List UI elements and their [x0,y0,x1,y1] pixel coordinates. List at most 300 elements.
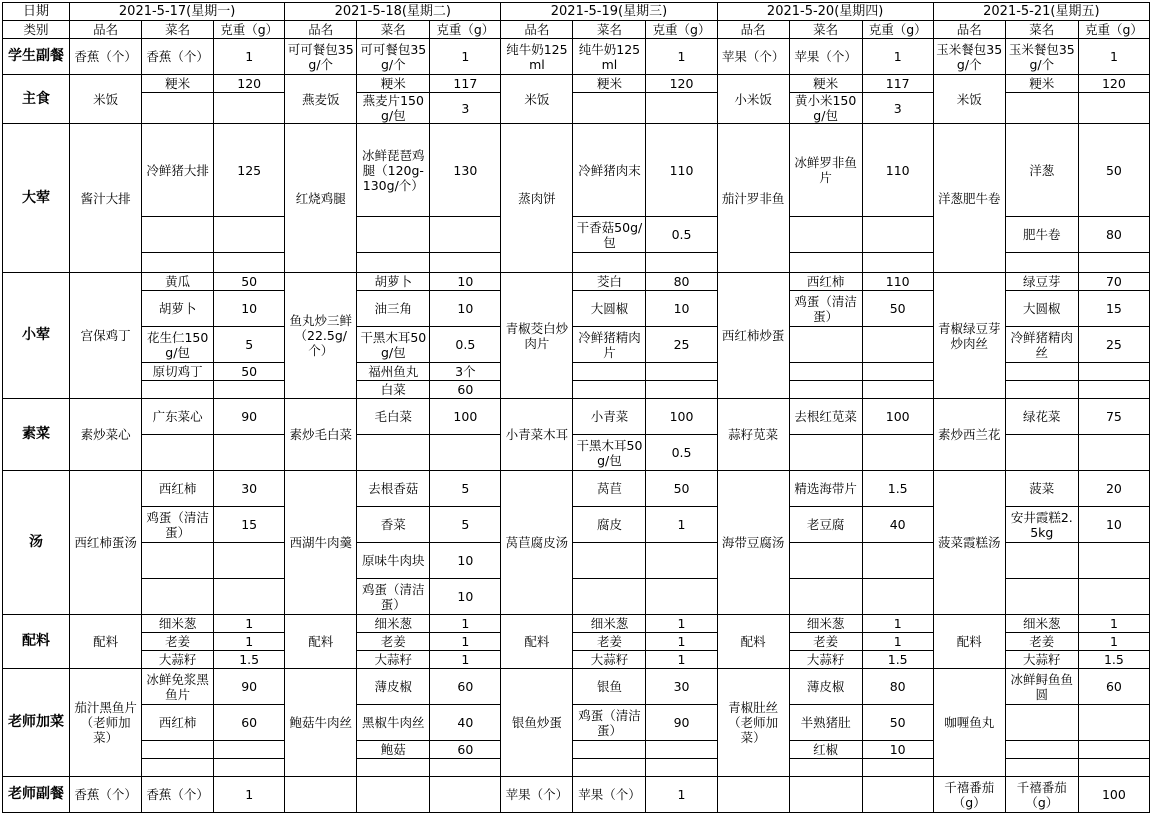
item-name: 茄汁罗非鱼 [717,124,789,273]
dish-name: 老姜 [789,633,862,651]
dish-name: 腐皮 [573,507,646,543]
dish-weight: 1 [214,633,285,651]
item-name [717,777,789,813]
dish-name: 粳米 [357,75,430,93]
item-name: 配料 [70,615,142,669]
dish-name: 粳米 [573,75,646,93]
item-name: 西湖牛肉羹 [285,471,357,615]
dish-weight: 1 [646,615,717,633]
dish-name: 胡萝卜 [142,291,214,327]
item-name: 洋葱肥牛卷 [933,124,1005,273]
small-row [3,273,1150,291]
dish-name: 去根红苋菜 [789,399,862,435]
item-name: 配料 [933,615,1005,669]
date-label: 日期 [3,3,70,21]
item-name: 小米饭 [717,75,789,124]
dish-weight: 1 [430,615,501,633]
dish-weight: 110 [646,124,717,217]
teacher_snack-row [3,777,1150,813]
dish-weight: 1 [1078,633,1149,651]
column-header-row [3,21,1150,39]
dish-weight [646,759,717,777]
dish-weight: 5 [214,327,285,363]
dish-weight: 100 [862,399,933,435]
dish-weight: 50 [646,471,717,507]
dish-name [789,777,862,813]
dish-weight: 100 [1078,777,1149,813]
weight-header: 克重（g） [214,21,285,39]
dish-header: 菜名 [573,21,646,39]
item-name: 香蕉（个） [70,777,142,813]
dish-name: 广东菜心 [142,399,214,435]
dish-weight [430,435,501,471]
item-name: 可可餐包35g/个 [285,39,357,75]
dish-weight: 120 [214,75,285,93]
category-snack: 学生副餐 [3,39,70,75]
item-name: 米饭 [501,75,573,124]
dish-name: 冰鲜罗非鱼片 [789,124,862,217]
dish-name: 玉米餐包35g/个 [1005,39,1078,75]
dish-name: 原切鸡丁 [142,363,214,381]
dish-name: 红椒 [789,741,862,759]
dish-weight [1078,543,1149,579]
dish-name [142,579,214,615]
dish-name: 老豆腐 [789,507,862,543]
dish-name [573,363,646,381]
dish-name: 莴苣 [573,471,646,507]
dish-weight [430,217,501,253]
dish-weight: 10 [430,579,501,615]
item-name: 红烧鸡腿 [285,124,357,273]
dish-weight [646,543,717,579]
dish-name: 西红柿 [142,705,214,741]
dish-weight: 1 [646,39,717,75]
dish-name: 冷鲜猪精肉丝 [1005,327,1078,363]
dish-weight: 70 [1078,273,1149,291]
dish-weight: 1 [214,39,285,75]
dish-header: 菜名 [1005,21,1078,39]
dish-name [789,327,862,363]
dish-name [573,759,646,777]
dish-name: 大蒜籽 [573,651,646,669]
dish-name: 干香菇50g/包 [573,217,646,253]
dish-weight [862,363,933,381]
item-name: 西红柿蛋汤 [70,471,142,615]
dish-name [573,543,646,579]
dish-name [1005,543,1078,579]
dish-weight [862,217,933,253]
dish-name: 香蕉（个） [142,777,214,813]
dish-name: 大圆椒 [1005,291,1078,327]
category-season: 配料 [3,615,70,669]
dish-weight: 40 [430,705,501,741]
dish-name: 小青菜 [573,399,646,435]
dish-name: 大蒜籽 [142,651,214,669]
dish-name [1005,363,1078,381]
item-name: 蒸肉饼 [501,124,573,273]
dish-name: 大蒜籽 [357,651,430,669]
dish-name: 老姜 [573,633,646,651]
dish-weight [214,543,285,579]
dish-weight: 1 [646,633,717,651]
dish-weight: 10 [862,741,933,759]
dish-name: 粳米 [1005,75,1078,93]
category-veg: 素菜 [3,399,70,471]
dish-name [573,253,646,273]
item-name: 燕麦饭 [285,75,357,124]
dish-name: 福州鱼丸 [357,363,430,381]
dish-name: 冰鲜琵琶鸡腿（120g-130g/个） [357,124,430,217]
dish-name [142,759,214,777]
dish-name: 薄皮椒 [357,669,430,705]
dish-weight: 110 [862,124,933,217]
day-date: 2021-5-18(星期二) [285,3,501,21]
dish-weight: 3 [430,93,501,124]
dish-name [357,777,430,813]
dish-weight: 5 [430,471,501,507]
item-name: 西红柿炒蛋 [717,273,789,399]
category-soup: 汤 [3,471,70,615]
dish-weight: 1 [1078,39,1149,75]
category-small: 小荤 [3,273,70,399]
dish-weight: 60 [214,705,285,741]
dish-weight: 60 [1078,669,1149,705]
dish-name [1005,435,1078,471]
dish-weight: 1 [646,507,717,543]
dish-weight: 10 [646,291,717,327]
dish-name: 白菜 [357,381,430,399]
dish-name: 安井霞糕2.5kg [1005,507,1078,543]
dish-name [142,217,214,253]
dish-weight: 117 [430,75,501,93]
dish-weight: 80 [862,669,933,705]
dish-weight: 1.5 [862,651,933,669]
dish-weight [214,579,285,615]
day-date: 2021-5-19(星期三) [501,3,717,21]
dish-weight: 100 [646,399,717,435]
item-name: 千禧番茄（g） [933,777,1005,813]
item-name: 酱汁大排 [70,124,142,273]
weight-header: 克重（g） [646,21,717,39]
snack-row [3,39,1150,75]
dish-weight: 120 [646,75,717,93]
dish-weight: 50 [214,273,285,291]
dish-name [1005,759,1078,777]
dish-weight [214,253,285,273]
dish-name [142,435,214,471]
dish-weight [1078,705,1149,741]
item-header: 品名 [933,21,1005,39]
dish-weight: 1 [862,615,933,633]
dish-name: 老姜 [1005,633,1078,651]
dish-weight: 1 [1078,615,1149,633]
dish-name: 绿花菜 [1005,399,1078,435]
item-name: 玉米餐包35g/个 [933,39,1005,75]
dish-name [1005,741,1078,759]
dish-weight: 30 [214,471,285,507]
dish-name: 苹果（个） [573,777,646,813]
dish-weight: 1 [862,633,933,651]
dish-name [789,217,862,253]
dish-name: 绿豆芽 [1005,273,1078,291]
item-name: 茄汁黑鱼片（老师加菜） [70,669,142,777]
dish-name: 香菜 [357,507,430,543]
dish-name: 苹果（个） [789,39,862,75]
dish-weight: 1 [646,651,717,669]
category-staple: 主食 [3,75,70,124]
dish-weight: 0.5 [646,217,717,253]
dish-name [789,543,862,579]
item-name: 菠菜霞糕汤 [933,471,1005,615]
item-name: 素炒毛白菜 [285,399,357,471]
item-name: 香蕉（个） [70,39,142,75]
dish-weight: 117 [862,75,933,93]
dish-name: 肥牛卷 [1005,217,1078,253]
dish-name: 冷鲜猪大排 [142,124,214,217]
dish-name [357,253,430,273]
dish-weight [430,253,501,273]
item-name: 咖喱鱼丸 [933,669,1005,777]
dish-weight: 1 [646,777,717,813]
dish-weight: 30 [646,669,717,705]
dish-name: 鸡蛋（清洁蛋） [789,291,862,327]
item-name: 苹果（个） [501,777,573,813]
dish-weight [214,435,285,471]
item-name: 米饭 [933,75,1005,124]
dish-weight [862,381,933,399]
dish-weight: 50 [862,705,933,741]
date-row [3,3,1150,21]
dish-weight: 1.5 [1078,651,1149,669]
day-date: 2021-5-17(星期一) [70,3,285,21]
item-name: 鲍菇牛肉丝 [285,669,357,777]
dish-weight: 3 [862,93,933,124]
dish-name: 洋葱 [1005,124,1078,217]
category-label: 类别 [3,21,70,39]
soup-row [3,471,1150,507]
dish-name: 黑椒牛肉丝 [357,705,430,741]
dish-name: 大蒜籽 [789,651,862,669]
weight-header: 克重（g） [862,21,933,39]
main-row [3,124,1150,217]
item-header: 品名 [717,21,789,39]
dish-weight: 80 [1078,217,1149,253]
dish-weight: 1 [214,777,285,813]
dish-name [573,579,646,615]
item-name: 鱼丸炒三鲜（22.5g/个） [285,273,357,399]
weight-header: 克重（g） [1078,21,1149,39]
item-header: 品名 [285,21,357,39]
dish-weight [1078,363,1149,381]
dish-name: 半熟猪肚 [789,705,862,741]
dish-weight: 60 [430,741,501,759]
dish-name [573,93,646,124]
dish-name: 原味牛肉块 [357,543,430,579]
dish-weight: 80 [646,273,717,291]
dish-name [142,543,214,579]
item-name: 米饭 [70,75,142,124]
dish-weight [862,777,933,813]
dish-name [1005,381,1078,399]
dish-weight: 130 [430,124,501,217]
item-name: 莴苣腐皮汤 [501,471,573,615]
dish-weight: 60 [430,669,501,705]
dish-name [1005,705,1078,741]
item-name: 青椒绿豆芽炒肉丝 [933,273,1005,399]
dish-weight: 0.5 [646,435,717,471]
dish-weight: 5 [430,507,501,543]
weight-header: 克重（g） [430,21,501,39]
dish-weight: 75 [1078,399,1149,435]
dish-name: 薄皮椒 [789,669,862,705]
dish-header: 菜名 [789,21,862,39]
item-name: 小青菜木耳 [501,399,573,471]
dish-weight: 1 [214,615,285,633]
dish-weight [430,777,501,813]
dish-name: 冷鲜猪精肉片 [573,327,646,363]
dish-name [142,381,214,399]
dish-weight: 1 [862,39,933,75]
dish-weight [1078,759,1149,777]
dish-weight [862,327,933,363]
dish-name [357,435,430,471]
dish-name: 胡萝卜 [357,273,430,291]
dish-weight [214,381,285,399]
dish-weight [646,741,717,759]
dish-name [789,435,862,471]
dish-name: 干黑木耳50g/包 [573,435,646,471]
dish-name: 银鱼 [573,669,646,705]
dish-name: 千禧番茄（g） [1005,777,1078,813]
category-teacher_snack: 老师副餐 [3,777,70,813]
dish-name: 粳米 [142,75,214,93]
dish-name: 精选海带片 [789,471,862,507]
dish-name: 西红柿 [142,471,214,507]
dish-weight: 90 [646,705,717,741]
dish-name: 干黑木耳50g/包 [357,327,430,363]
dish-name [573,381,646,399]
dish-name [789,759,862,777]
dish-name [142,253,214,273]
item-name: 纯牛奶125ml [501,39,573,75]
dish-weight: 50 [1078,124,1149,217]
dish-name [1005,253,1078,273]
dish-weight [1078,381,1149,399]
dish-weight: 10 [430,543,501,579]
dish-name: 细米葱 [573,615,646,633]
dish-weight: 0.5 [430,327,501,363]
dish-weight [862,543,933,579]
dish-name: 香蕉（个） [142,39,214,75]
dish-name: 细米葱 [142,615,214,633]
dish-weight [1078,435,1149,471]
dish-weight [862,253,933,273]
weekly-menu-table [2,2,1150,813]
dish-name: 西红柿 [789,273,862,291]
dish-header: 菜名 [357,21,430,39]
dish-weight [646,381,717,399]
dish-name: 细米葱 [789,615,862,633]
item-name: 蒜籽苋菜 [717,399,789,471]
dish-weight [646,363,717,381]
item-name [285,777,357,813]
dish-name: 粳米 [789,75,862,93]
item-name: 素炒菜心 [70,399,142,471]
item-name: 配料 [501,615,573,669]
staple-row [3,75,1150,93]
dish-name: 油三角 [357,291,430,327]
dish-name: 纯牛奶125ml [573,39,646,75]
dish-name [357,217,430,253]
item-header: 品名 [501,21,573,39]
day-date: 2021-5-20(星期四) [717,3,933,21]
dish-name: 冰鲜免浆黑鱼片 [142,669,214,705]
dish-weight: 50 [862,291,933,327]
dish-name [789,579,862,615]
dish-name [789,363,862,381]
dish-weight [214,93,285,124]
dish-name [789,253,862,273]
item-name: 配料 [285,615,357,669]
dish-name: 黄瓜 [142,273,214,291]
dish-weight [646,579,717,615]
dish-weight: 15 [214,507,285,543]
dish-weight: 10 [430,291,501,327]
dish-name: 鸡蛋（清洁蛋） [142,507,214,543]
veg-row [3,399,1150,435]
dish-name: 鸡蛋（清洁蛋） [573,705,646,741]
dish-weight [214,741,285,759]
dish-weight: 1 [430,39,501,75]
dish-weight: 110 [862,273,933,291]
item-name: 宫保鸡丁 [70,273,142,399]
dish-weight: 10 [1078,507,1149,543]
dish-name [573,741,646,759]
teacher_extra-row [3,669,1150,705]
dish-weight: 100 [430,399,501,435]
category-main: 大荤 [3,124,70,273]
dish-name [142,93,214,124]
dish-name: 冷鲜猪肉末 [573,124,646,217]
dish-weight: 50 [214,363,285,381]
dish-weight: 90 [214,669,285,705]
dish-weight: 25 [646,327,717,363]
dish-weight: 25 [1078,327,1149,363]
dish-name [142,741,214,759]
dish-weight [862,579,933,615]
dish-header: 菜名 [142,21,214,39]
dish-name [357,759,430,777]
dish-weight: 10 [214,291,285,327]
dish-weight [1078,93,1149,124]
item-name: 配料 [717,615,789,669]
dish-weight [430,759,501,777]
dish-weight: 1.5 [214,651,285,669]
dish-weight [862,759,933,777]
dish-weight: 90 [214,399,285,435]
dish-name [789,381,862,399]
dish-weight [862,435,933,471]
item-name: 青椒肚丝（老师加菜） [717,669,789,777]
dish-weight: 120 [1078,75,1149,93]
item-name: 苹果（个） [717,39,789,75]
dish-name: 花生仁150g/包 [142,327,214,363]
dish-weight: 40 [862,507,933,543]
item-name: 素炒西兰花 [933,399,1005,471]
dish-name: 冰鲜鲟鱼鱼圆 [1005,669,1078,705]
dish-name: 燕麦片150g/包 [357,93,430,124]
dish-weight: 125 [214,124,285,217]
